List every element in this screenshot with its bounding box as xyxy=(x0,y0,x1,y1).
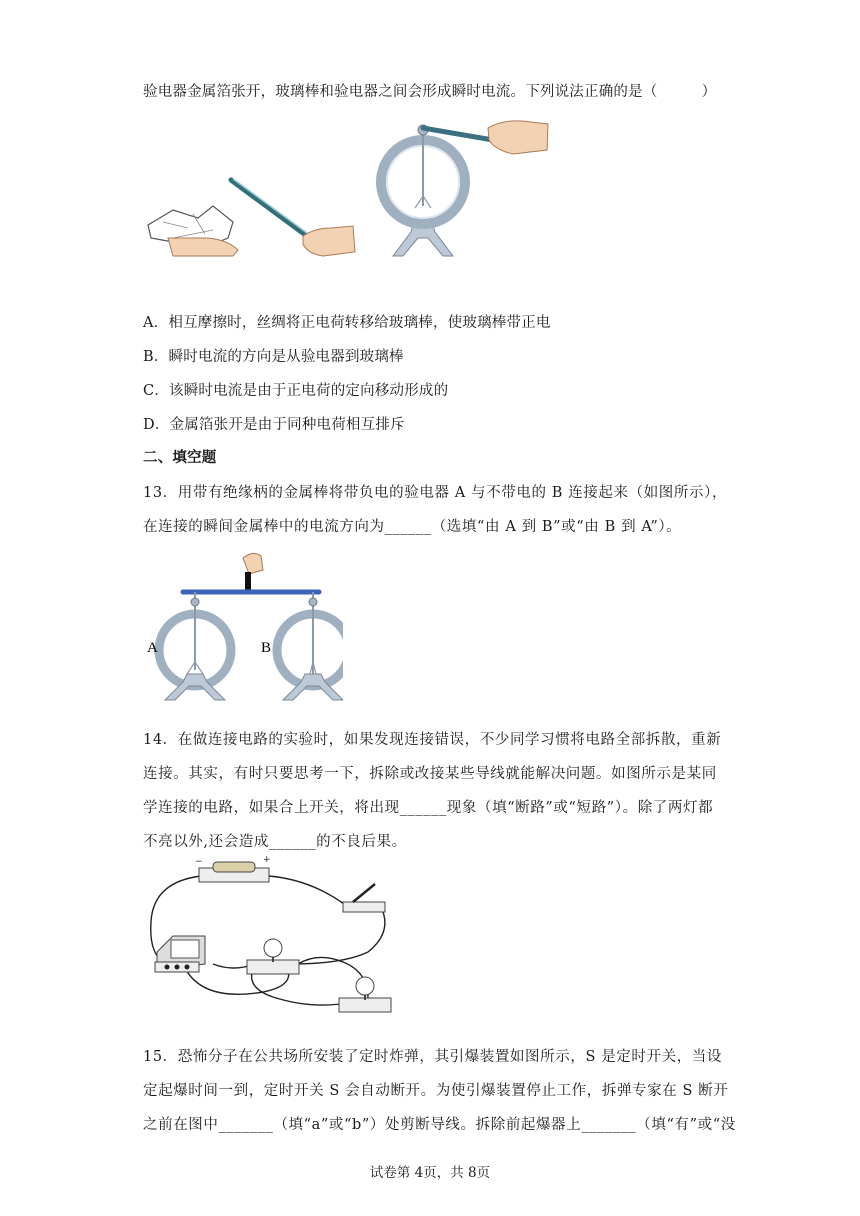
q14-line-3: 学连接的电路，如果合上开关，将出现______现象（填“断路”或“短路”）。除了两灯都 xyxy=(143,800,714,816)
figure-glass-rod-electroscope xyxy=(143,110,563,270)
q12-option-c: C．该瞬时电流是由于正电荷的定向移动形成的 xyxy=(143,383,449,399)
q12-stem-tail: 验电器金属箔张开，玻璃棒和验电器之间会形成瞬时电流。下列说法正确的是（ ） xyxy=(143,84,717,100)
figure-circuit xyxy=(143,852,403,1022)
label-b: B xyxy=(261,640,272,656)
q14-line-4: 不亮以外,还会造成______的不良后果。 xyxy=(143,834,407,850)
q13-line-2: 在连接的瞬间金属棒中的电流方向为______（选填“由 A 到 B”或“由 B 到 A”）。 xyxy=(143,519,682,535)
figure-two-electroscopes xyxy=(143,550,343,710)
battery-plus-icon: + xyxy=(263,855,271,865)
q14-line-1: 14．在做连接电路的实验时，如果发现连接错误，不少同学习惯将电路全部拆散，重新 xyxy=(143,732,722,748)
section-heading: 二、填空题 xyxy=(143,449,217,466)
q14-line-2: 连接。其实，有时只要思考一下，拆除或改接某些导线就能解决问题。如图所示是某同 xyxy=(143,766,717,782)
page-footer: 试卷第 4页，共 8页 xyxy=(369,1165,491,1181)
q13-line-1: 13．用带有绝缘柄的金属棒将带负电的验电器 A 与不带电的 B 连接起来（如图所示）， xyxy=(143,485,728,501)
q12-option-d: D．金属箔张开是由于同种电荷相互排斥 xyxy=(143,417,405,433)
q12-option-a: A．相互摩擦时，丝绸将正电荷转移给玻璃棒，使玻璃棒带正电 xyxy=(143,315,551,331)
label-a: A xyxy=(147,640,158,656)
battery-minus-icon: − xyxy=(195,857,203,867)
q15-line-3: 之前在图中_______（填“a”或“b”）处剪断导线。拆除前起爆器上_______（填“有”或“没 xyxy=(143,1117,736,1133)
q15-line-2: 定起爆时间一到，定时开关 S 会自动断开。为使引爆装置停止工作，拆弹专家在 S 断开 xyxy=(143,1083,729,1099)
q15-line-1: 15．恐怖分子在公共场所安装了定时炸弹，其引爆装置如图所示，S 是定时开关，当设 xyxy=(143,1049,722,1065)
q12-option-b: B．瞬时电流的方向是从验电器到玻璃棒 xyxy=(143,349,404,365)
